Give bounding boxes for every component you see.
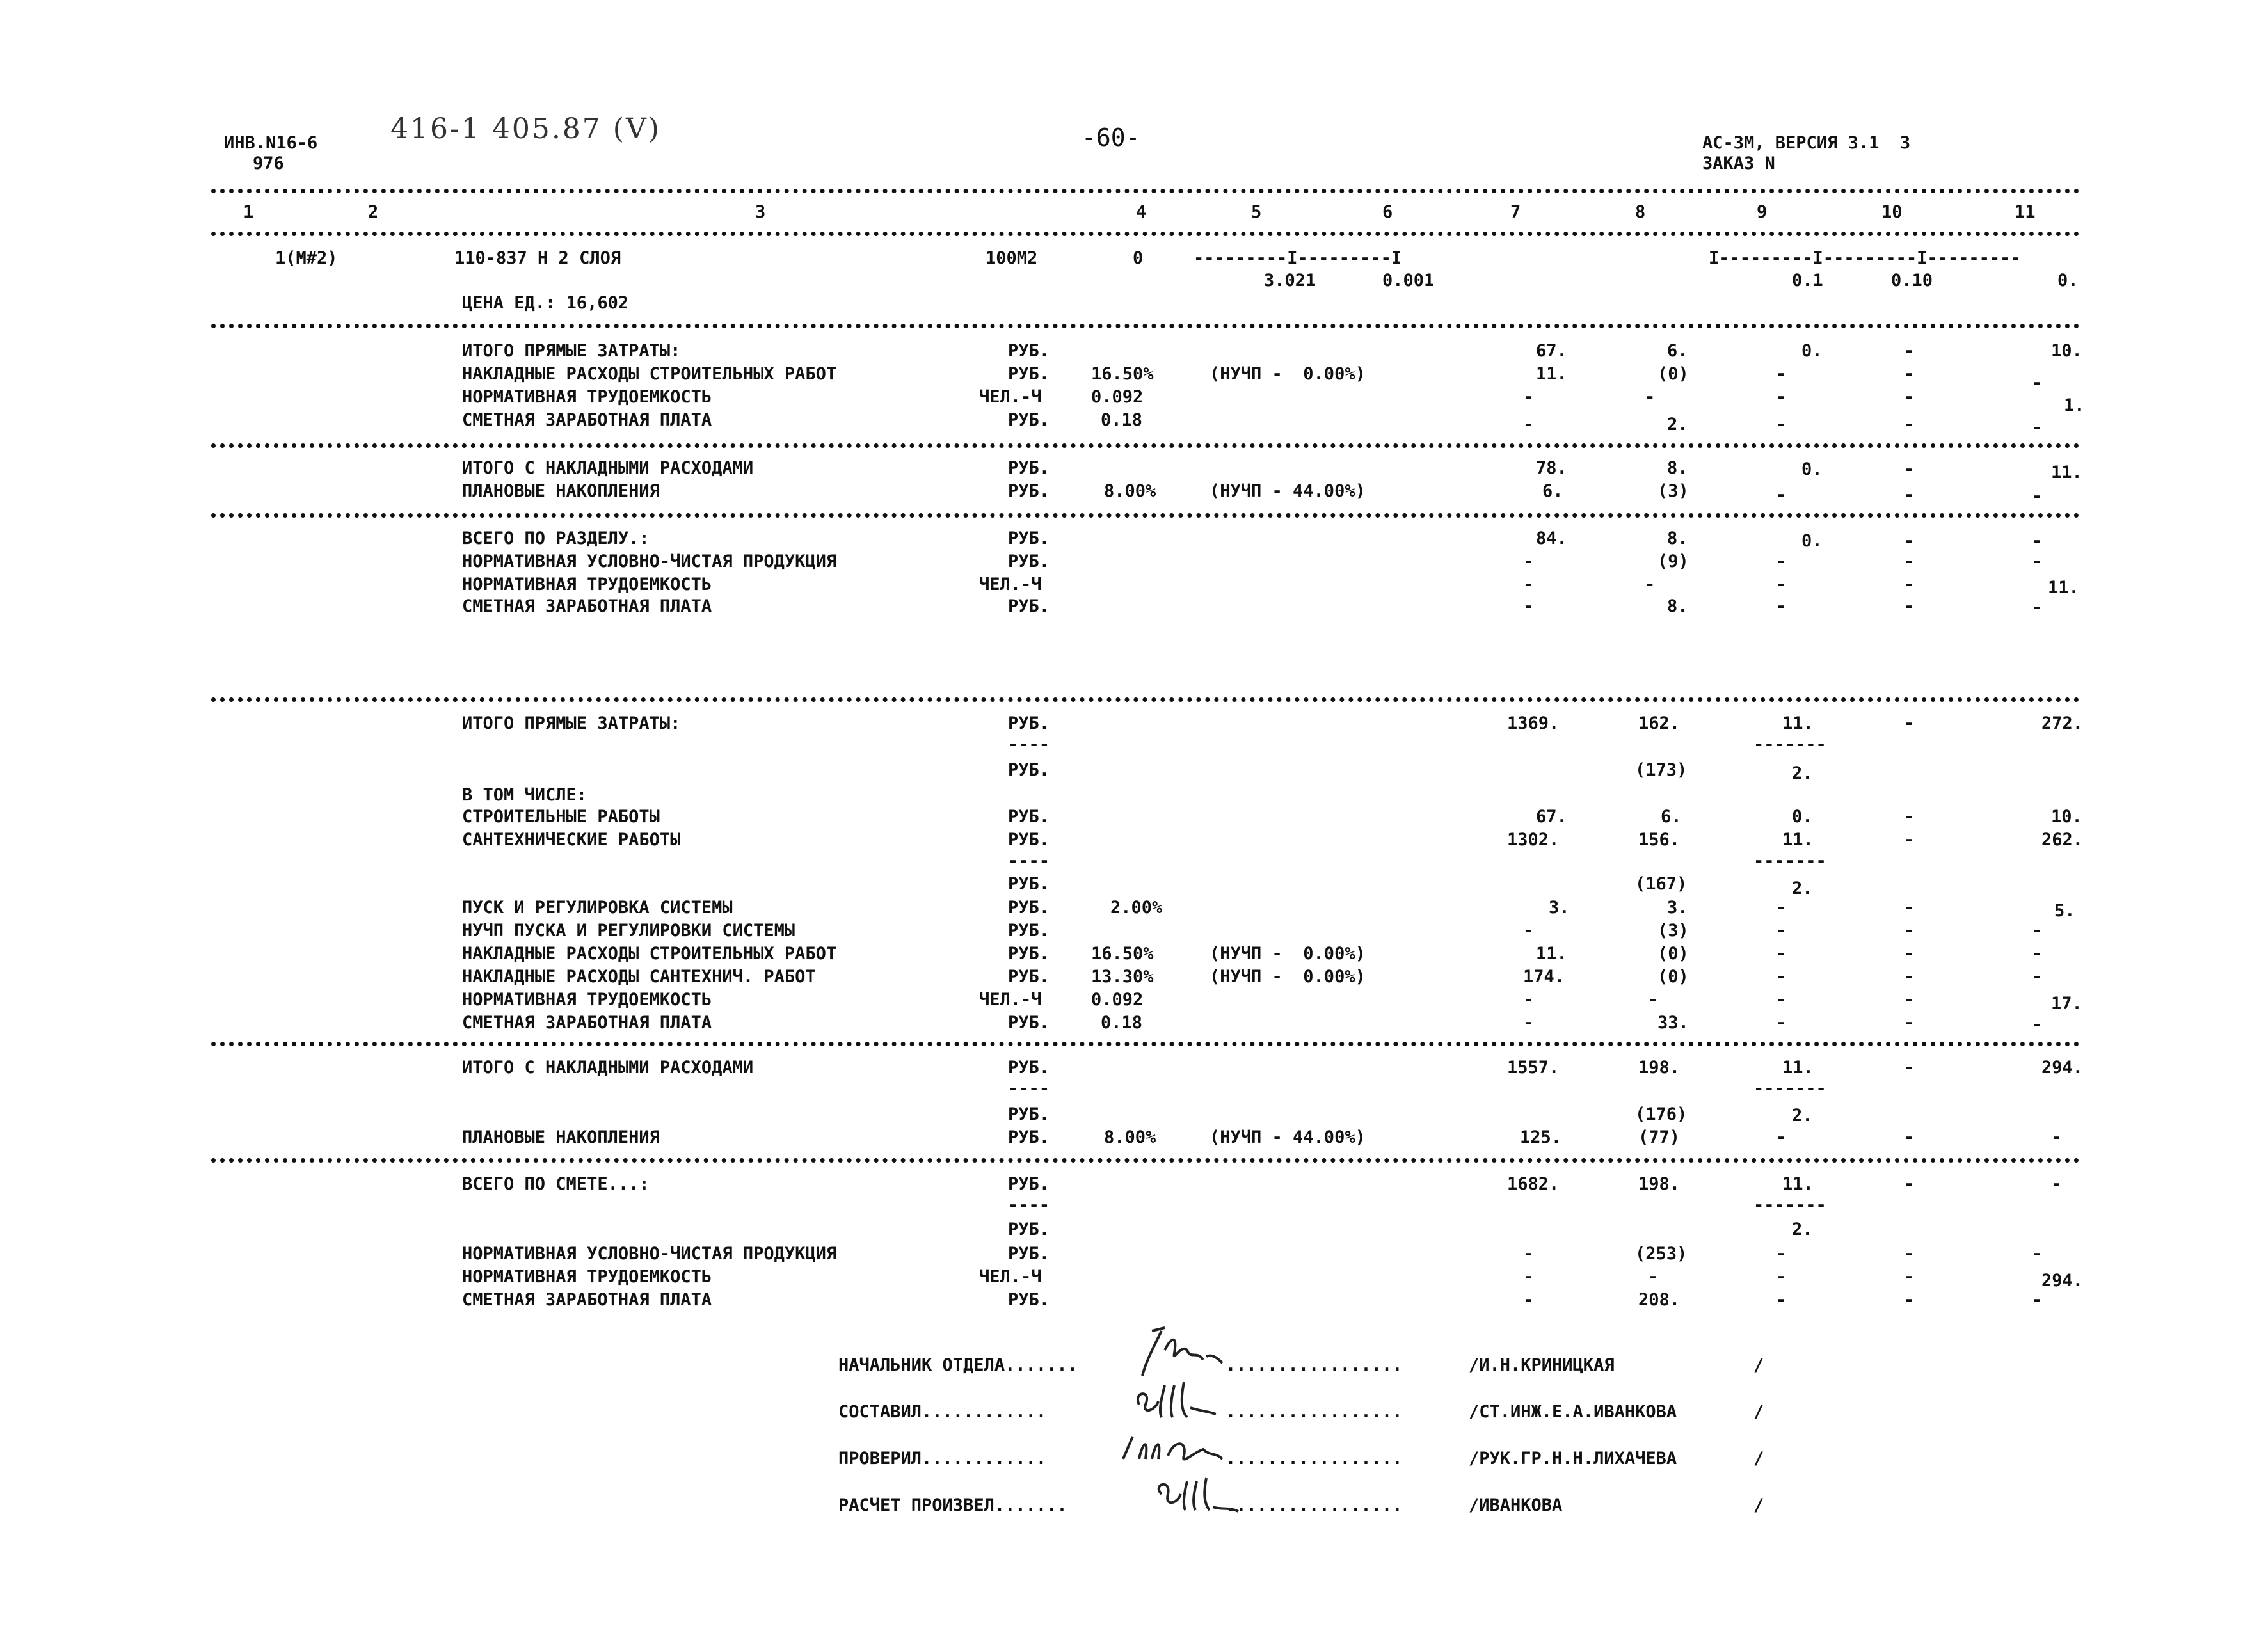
dash-separator: ------- [1753,851,1826,871]
col-num-2: 2 [368,202,379,222]
dash-separator: ------- [1753,1195,1826,1215]
item-quantity: 0 [1133,248,1144,268]
inventory-subnumber: 976 [253,154,284,173]
col-num-10: 10 [1881,202,1903,222]
rule-section2-end [211,513,2080,518]
dash-separator: ---- [1008,735,1050,754]
item-col10: 0.10 [1891,271,1933,291]
rule-overheads-end [211,1158,2080,1163]
dash-separator: ---- [1008,1195,1050,1215]
item-col5: 3.021 [1264,271,1316,291]
handwritten-signature [1126,1373,1242,1424]
handwritten-signature [1114,1424,1242,1469]
col-num-6: 6 [1382,202,1393,222]
handwritten-project-code: 416-1 405.87 (V) [390,113,661,145]
item-number: 1(М#2) [275,248,338,268]
col-num-3: 3 [755,202,766,222]
rule-item-end [211,324,2080,328]
item-dash-row-right: I---------I---------I--------- [1709,248,2021,268]
inventory-number: ИНВ.N16-6 [224,133,318,153]
rule-direct-costs-end [211,1042,2080,1046]
rule-under-columns [211,232,2080,236]
col-num-9: 9 [1757,202,1768,222]
item-col11: 0. [2057,271,2079,291]
item-unit: 100М2 [986,248,1038,268]
col-num-11: 11 [2015,202,2036,222]
page-number: -60- [1082,123,1140,152]
item-col9: 0.1 [1792,271,1823,291]
col-num-1: 1 [243,202,254,222]
rule-top [211,189,2080,193]
dash-separator: ---- [1008,851,1050,871]
rule-totals-start [211,697,2080,702]
dash-separator: ------- [1753,735,1826,754]
dash-separator: ---- [1008,1079,1050,1099]
item-dash-row: ---------I---------I [1194,248,1402,268]
col-num-5: 5 [1251,202,1262,222]
col-num-7: 7 [1510,202,1521,222]
rule-section1-end [211,443,2080,448]
dash-separator: ------- [1753,1079,1826,1099]
item-price: ЦЕНА ЕД.: 16,602 [462,293,629,313]
col-num-4: 4 [1136,202,1147,222]
item-col6: 0.001 [1382,271,1435,291]
col-num-8: 8 [1635,202,1646,222]
in-that-number-label: В ТОМ ЧИСЛЕ: [462,785,587,805]
item-code: 110-837 Н 2 СЛОЯ [454,248,621,268]
handwritten-signature [1146,1472,1254,1517]
program-version: АС-3М, ВЕРСИЯ 3.1 3 [1702,133,1911,153]
order-number: ЗАКАЗ N [1702,154,1775,173]
